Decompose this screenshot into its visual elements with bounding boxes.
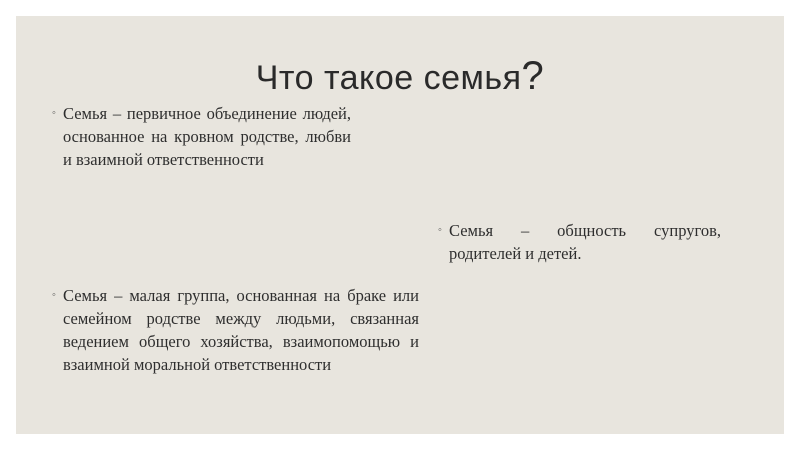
bullet-marker-icon: ◦ — [438, 224, 442, 236]
bullet-marker-icon: ◦ — [52, 107, 56, 119]
bullet-definition-2 — [438, 219, 721, 265]
bullet-text: Семья – первичное объединение людей, основанное на кровном родстве, любви и взаимной ответственности — [63, 104, 351, 169]
bullet-definition-1 — [52, 102, 351, 171]
slide — [16, 16, 784, 434]
bullet-text: Семья – общность супругов, родителей и детей. — [449, 221, 721, 263]
bullet-marker-icon: ◦ — [52, 289, 56, 301]
slide-title-question-mark: ? — [521, 54, 545, 98]
slide-title-text: Что такое семья — [255, 59, 522, 97]
slide-title — [16, 54, 784, 99]
bullet-text: Семья – малая группа, основанная на браке или семейном родстве между людьми, связанная ведением общего хозяйства, взаимопомощью и взаимной моральной ответственности — [63, 286, 419, 374]
bullet-definition-3 — [52, 284, 419, 376]
